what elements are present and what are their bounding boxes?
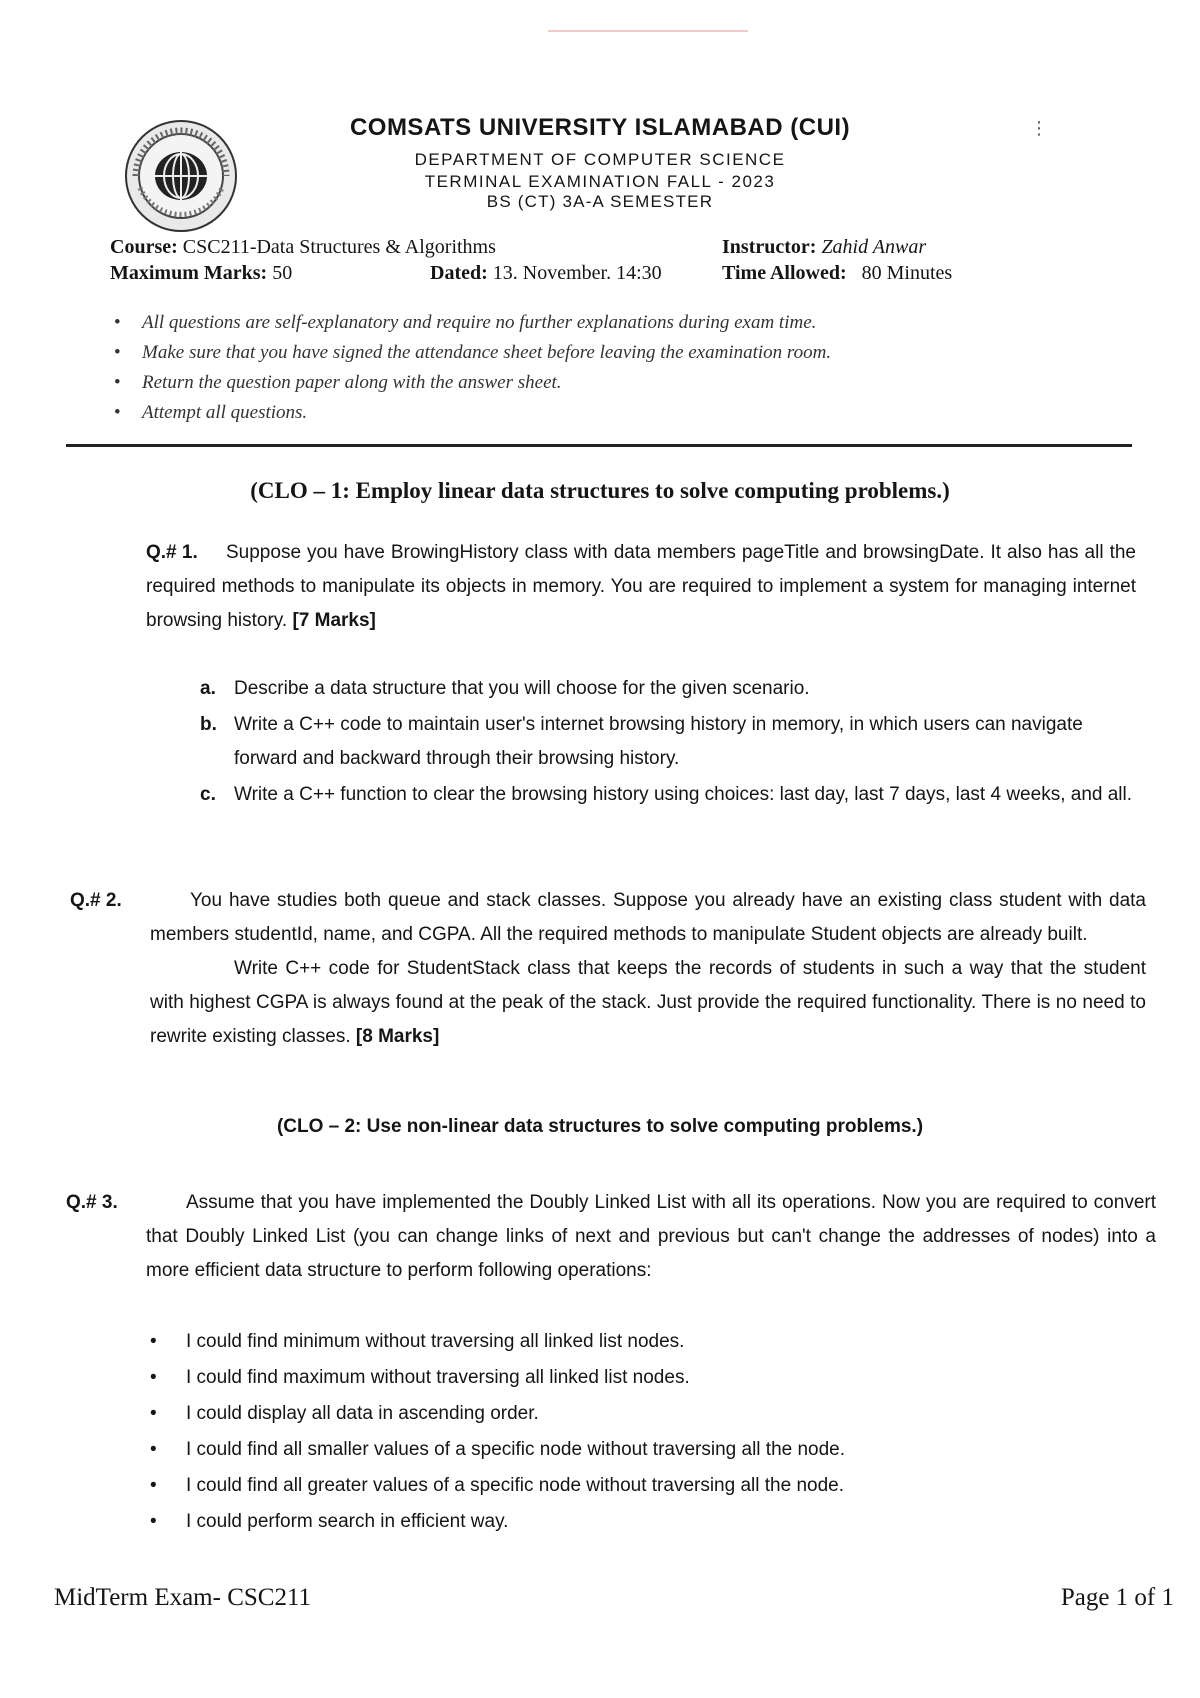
question-3 <box>66 1186 1156 1288</box>
question-3-requirements <box>146 1324 1146 1540</box>
list-item: • I could find maximum without traversing all linked list nodes. <box>146 1360 1146 1396</box>
semester: BS (CT) 3A-A SEMESTER <box>486 192 714 211</box>
question-marks: [8 Marks] <box>355 1026 440 1047</box>
scan-mark <box>548 30 748 32</box>
question-number: Q.# 2. <box>70 890 122 911</box>
maximum-marks: Maximum Marks: 50 <box>110 262 293 284</box>
question-marks: [7 Marks] <box>292 610 376 631</box>
sub-question: a. Describe a data structure that you will choose for the given scenario. <box>200 678 810 699</box>
question-2 <box>70 884 1146 1054</box>
clo-2-heading: (CLO – 2: Use non-linear data structures to solve computing problems.) <box>276 1116 924 1137</box>
sub-question: c. Write a C++ function to clear the browsing history using choices: last day, last 7 days, last 4 weeks, and all. <box>200 784 1133 805</box>
time-allowed: Time Allowed: 80 Minutes <box>722 262 953 284</box>
question-text: Write C++ code for StudentStack class that keeps the records of students in such a way that the student with highest CGPA is always found at the peak of the stack. Just provide the required functionality. There is no need to rewrite existing classes. <box>150 958 1146 1047</box>
instruction-item: • Return the question paper along with the answer sheet. <box>110 368 831 398</box>
question-1 <box>106 536 1136 638</box>
list-item: • I could perform search in efficient way. <box>146 1504 1146 1540</box>
instructions-list <box>110 308 831 428</box>
question-number: Q.# 3. <box>66 1192 118 1213</box>
instructor-info: Instructor: Zahid Anwar <box>722 236 927 258</box>
list-item: • I could find all smaller values of a specific node without traversing all the node. <box>146 1432 1146 1468</box>
question-text: Suppose you have BrowingHistory class with data members pageTitle and browsingDate. It also has all the required methods to manipulate its objects in memory. You are required to implement a system for managing internet browsing history. <box>146 542 1136 631</box>
course-info: Course: CSC211-Data Structures & Algorithms <box>110 236 496 258</box>
instruction-item: • All questions are self-explanatory and require no further explanations during exam time. <box>110 308 831 338</box>
question-text: You have studies both queue and stack classes. Suppose you already have an existing class student with data members studentId, name, and CGPA. All the required methods to manipulate Student objects are already built. <box>150 890 1146 945</box>
question-number: Q.# 1. <box>146 542 198 563</box>
list-item: • I could find minimum without traversing all linked list nodes. <box>146 1324 1146 1360</box>
exam-date: Dated: 13. November. 14:30 <box>430 262 662 284</box>
instruction-item: • Attempt all questions. <box>110 398 831 428</box>
footer-exam-label: MidTerm Exam- CSC211 <box>54 1584 312 1611</box>
clo-1-heading: (CLO – 1: Employ linear data structures to solve computing problems.) <box>250 478 950 503</box>
question-text: Assume that you have implemented the Doubly Linked List with all its operations. Now you are required to convert that Doubly Linked List (you can change links of next and previous but can't change the addresses of nodes) into a more efficient data structure to perform following operations: <box>146 1192 1156 1281</box>
exam-title: TERMINAL EXAMINATION FALL - 2023 <box>424 172 776 191</box>
list-item: • I could display all data in ascending order. <box>146 1396 1146 1432</box>
university-name: COMSATS UNIVERSITY ISLAMABAD (CUI) <box>349 114 851 141</box>
instruction-item: • Make sure that you have signed the attendance sheet before leaving the examination room. <box>110 338 831 368</box>
list-item: • I could find all greater values of a specific node without traversing all the node. <box>146 1468 1146 1504</box>
sub-question: b. Write a C++ code to maintain user's internet browsing history in memory, in which users can navigate forward and backward through their browsing history. <box>200 714 1083 769</box>
footer-page-number: Page 1 of 1 <box>1060 1584 1174 1611</box>
question-1-parts <box>200 672 1140 814</box>
corner-mark: ⋮ <box>1030 118 1048 139</box>
department-name: DEPARTMENT OF COMPUTER SCIENCE <box>414 150 786 169</box>
section-divider <box>66 444 1132 447</box>
